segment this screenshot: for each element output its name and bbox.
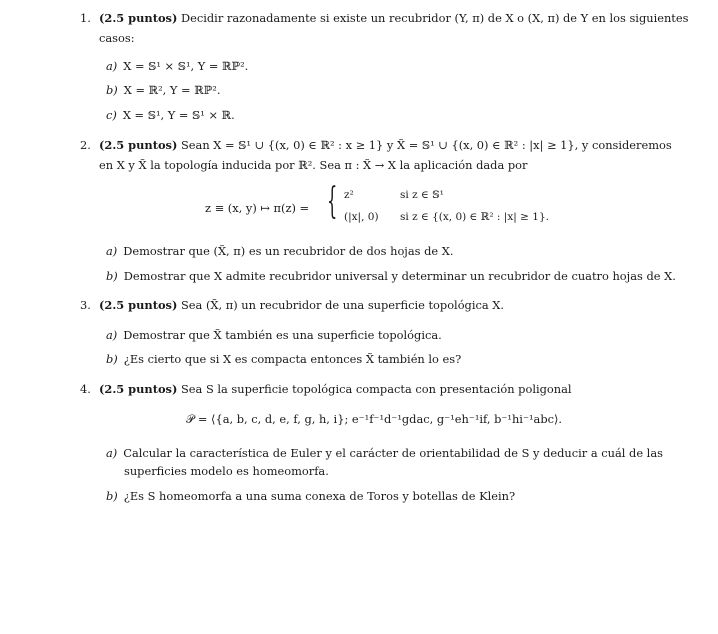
case-2-value: (|x|, 0) — [344, 211, 379, 223]
item-label: b) — [106, 269, 118, 283]
problem-4-number: 4. — [80, 382, 91, 396]
problem-1-number: 1. — [80, 11, 91, 25]
case-1-condition: si z ∈ 𝕊¹ — [400, 189, 444, 201]
problem-3-points: (2.5 puntos) — [99, 298, 178, 312]
item-text: Demostrar que X̃ también es una superficie topológica. — [123, 328, 442, 342]
problem-4-formula: 𝒫 = ⟨{a, b, c, d, e, f, g, h, i}; e⁻¹f⁻¹d⁻¹gdac, g⁻¹eh⁻¹if, b⁻¹hi⁻¹abc⟩. — [186, 412, 563, 426]
problem-2-statement — [99, 138, 672, 152]
problem-4-statement — [99, 382, 572, 396]
case-2-condition: si z ∈ {(x, 0) ∈ ℝ² : |x| ≥ 1}. — [400, 211, 549, 223]
item-label: b) — [106, 489, 118, 503]
problem-1-item-c — [106, 108, 235, 122]
problem-1-text-line1: Decidir razonadamente si existe un recubridor (Y, π) de X o (X, π) de Y en los siguientes — [181, 11, 689, 25]
problem-3-statement — [99, 298, 504, 312]
problem-4-points: (2.5 puntos) — [99, 382, 178, 396]
problem-3-text-line1: Sea (X̃, π) un recubridor de una superficie topológica X. — [181, 298, 505, 312]
problem-1-points: (2.5 puntos) — [99, 11, 178, 25]
item-text: X = ℝ², Y = ℝℙ². — [123, 83, 221, 97]
problem-1-item-b — [106, 83, 220, 97]
item-label: b) — [106, 83, 118, 97]
problem-2-text-line2: en X y X̃ la topología inducida por ℝ². Sea π : X̃ → X la aplicación dada por — [99, 158, 528, 172]
item-label: c) — [106, 108, 117, 122]
item-text: ¿Es cierto que si X es compacta entonces X̃ también lo es? — [123, 352, 462, 366]
problem-4-item-a-line2: superficies modelo es homeomorfa. — [124, 464, 329, 478]
problem-2-text-line1: Sean X = 𝕊¹ ∪ {(x, 0) ∈ ℝ² : x ≥ 1} y X̃ = 𝕊¹ ∪ {(x, 0) ∈ ℝ² : |x| ≥ 1}, y consideremos — [181, 138, 672, 152]
problem-4-item-a — [106, 446, 663, 460]
problem-2-item-b — [106, 269, 676, 283]
item-text: X = 𝕊¹, Y = 𝕊¹ × ℝ. — [122, 108, 235, 122]
item-text: Demostrar que (X̃, π) es un recubridor de dos hojas de X. — [123, 244, 454, 258]
item-text: Calcular la característica de Euler y el carácter de orientabilidad de S y deducir a cuál de las — [123, 446, 663, 460]
problem-2-item-a — [106, 244, 453, 258]
problem-4-text-line1: Sea S la superficie topológica compacta con presentación poligonal — [181, 382, 572, 396]
item-text: ¿Es S homeomorfa a una suma conexa de Toros y botellas de Klein? — [123, 489, 516, 503]
item-label: a) — [106, 59, 118, 73]
item-text: X = 𝕊¹ × 𝕊¹, Y = ℝℙ². — [123, 59, 249, 73]
item-label: a) — [106, 328, 118, 342]
item-label: a) — [106, 244, 118, 258]
item-label: b) — [106, 352, 118, 366]
problem-4-item-b — [106, 489, 515, 503]
problem-3-item-a — [106, 328, 442, 342]
problem-1-item-a — [106, 59, 248, 73]
item-text: Demostrar que X admite recubridor universal y determinar un recubridor de cuatro hojas de X. — [123, 269, 676, 283]
cases-brace: { — [327, 181, 338, 222]
problem-1-statement — [99, 11, 688, 25]
case-1-value: z² — [344, 189, 354, 201]
problem-2-number: 2. — [80, 138, 91, 152]
problem-1-text-line2: casos: — [99, 31, 135, 45]
problem-3-number: 3. — [80, 298, 91, 312]
problem-3-item-b — [106, 352, 461, 366]
problem-2-points: (2.5 puntos) — [99, 138, 178, 152]
problem-2-formula-lhs: z ≡ (x, y) ↦ π(z) = — [205, 201, 310, 215]
item-label: a) — [106, 446, 118, 460]
